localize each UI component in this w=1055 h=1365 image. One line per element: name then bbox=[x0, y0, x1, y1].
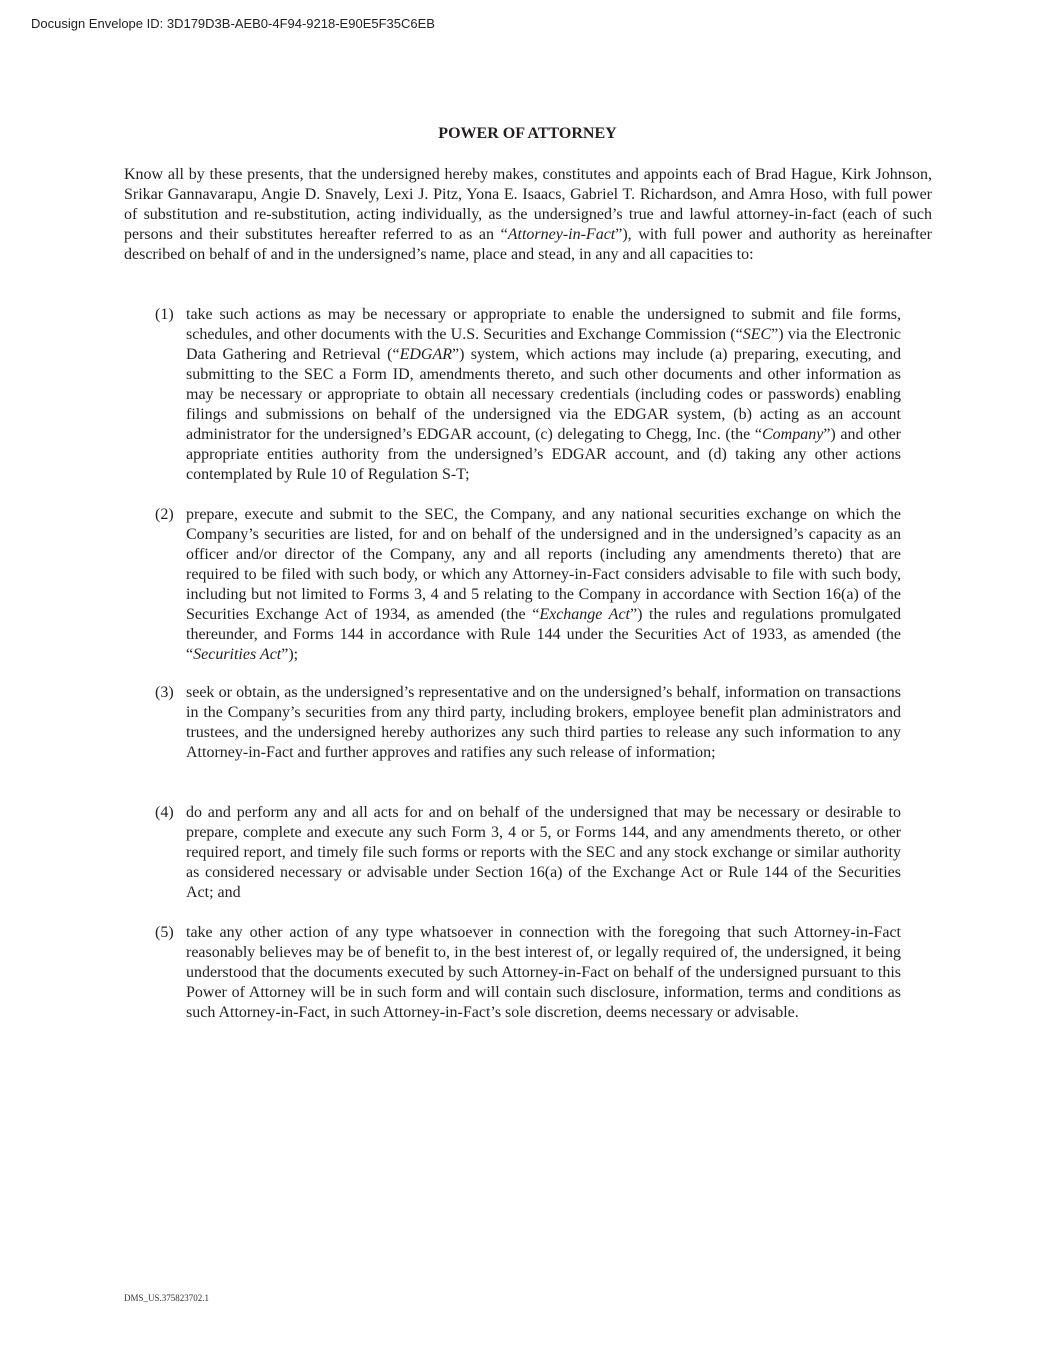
document-title: POWER OF ATTORNEY bbox=[438, 125, 617, 142]
envelope-id: Docusign Envelope ID: 3D179D3B-AEB0-4F94-9218-E90E5F35C6EB bbox=[31, 16, 435, 31]
item-text: ”) the rules and regulations promulgated thereunder, and Forms 144 in accordance with Rule 144 under the Securities Act of 1933, as amended (the “ bbox=[186, 606, 902, 663]
defined-term: Securities Act bbox=[193, 646, 282, 663]
item-text: seek or obtain, as the undersigned’s representative and on the undersigned’s behalf, information on transactions in the Company’s securities from any third party, including brokers, employee benefit plan administrators and trustees, and the undersigned hereby authorizes any such third parties to release any such information to any Attorney-in-Fact and further approves and ratifies any such release of information; bbox=[186, 684, 901, 761]
list-item bbox=[155, 923, 901, 1023]
item-text: ”) system, which actions may include (a) preparing, executing, and submitting to the SEC a Form ID, amendments thereto, and such other documents and other information as may be necessary or appropriate to obtain all necessary credentials (including codes or passwords) enabling filings and submissions on behalf of the undersigned via the EDGAR system, (b) acting as an account administrator for the undersigned’s EDGAR account, (c) delegating to Chegg, Inc. (the “ bbox=[186, 346, 902, 443]
defined-term: Exchange Act bbox=[539, 606, 631, 623]
intro-text: Know all by these presents, that the undersigned hereby makes, constitutes and appoints each of Brad Hague, Kirk Johnson, Srikar Gannavarapu, Angie D. Snavely, Lexi J. Pitz, Yona E. Isaacs, Gabriel T. Richardson, and Amra Hoso, with full power of substitution and re-substitution, acting individually, as the undersigned’s true and lawful attorney-in-fact (each of such persons and their substitutes hereafter referred to as an “ bbox=[124, 166, 932, 243]
list-item bbox=[155, 305, 901, 485]
intro-defined-term: Attorney-in-Fact bbox=[507, 226, 616, 243]
defined-term: EDGAR bbox=[399, 346, 452, 363]
item-text: take any other action of any type whatsoever in connection with the foregoing that such Attorney-in-Fact reasonably believes may be of benefit to, in the best interest of, or legally required of, the undersigned, it being understood that the documents executed by such Attorney-in-Fact on behalf of the undersigned pursuant to this Power of Attorney will be in such form and will contain such disclosure, information, terms and conditions as such Attorney-in-Fact, in such Attorney-in-Fact’s sole discretion, deems necessary or advisable. bbox=[186, 924, 901, 1021]
item-number: (5) bbox=[155, 924, 174, 941]
item-text: ”) via the Electronic Data Gathering and Retrieval (“ bbox=[186, 326, 902, 363]
item-text: take such actions as may be necessary or appropriate to enable the undersigned to submit and file forms, schedules, and other documents with the U.S. Securities and Exchange Commission (“ bbox=[186, 306, 901, 343]
item-text: do and perform any and all acts for and on behalf of the undersigned that may be necessary or desirable to prepare, complete and execute any such Form 3, 4 or 5, or Forms 144, and any amendments thereto, or other required report, and timely file such forms or reports with the SEC and any stock exchange or similar authority as considered necessary or advisable under Section 16(a) of the Exchange Act or Rule 144 of the Securities Act; and bbox=[186, 804, 901, 901]
list-item bbox=[155, 803, 901, 903]
item-number: (2) bbox=[155, 506, 174, 523]
item-number: (4) bbox=[155, 804, 174, 821]
item-text: ”); bbox=[281, 646, 299, 663]
defined-term: Company bbox=[761, 426, 824, 443]
list-item bbox=[155, 505, 901, 665]
defined-term: SEC bbox=[742, 326, 772, 343]
item-number: (1) bbox=[155, 306, 174, 323]
document-id-footer: DMS_US.375823702.1 bbox=[124, 1293, 210, 1303]
list-item bbox=[155, 683, 901, 763]
item-text: ”) and other appropriate entities authority from the undersigned’s EDGAR account, and (d) taking any other actions contemplated by Rule 10 of Regulation S-T; bbox=[186, 426, 902, 483]
item-text: prepare, execute and submit to the SEC, the Company, and any national securities exchange on which the Company’s securities are listed, for and on behalf of the undersigned and in the undersigned’s capacity as an officer and/or director of the Company, any and all reports (including any amendments thereto) that are required to be filed with such body, or which any Attorney-in-Fact considers advisable to file with such body, including but not limited to Forms 3, 4 and 5 relating to the Company in accordance with Section 16(a) of the Securities Exchange Act of 1934, as amended (the “ bbox=[186, 506, 901, 623]
intro-paragraph bbox=[124, 165, 932, 265]
item-number: (3) bbox=[155, 684, 174, 701]
intro-text: ”), with full power and authority as hereinafter described on behalf of and in the undersigned’s name, place and stead, in any and all capacities to: bbox=[124, 226, 932, 263]
